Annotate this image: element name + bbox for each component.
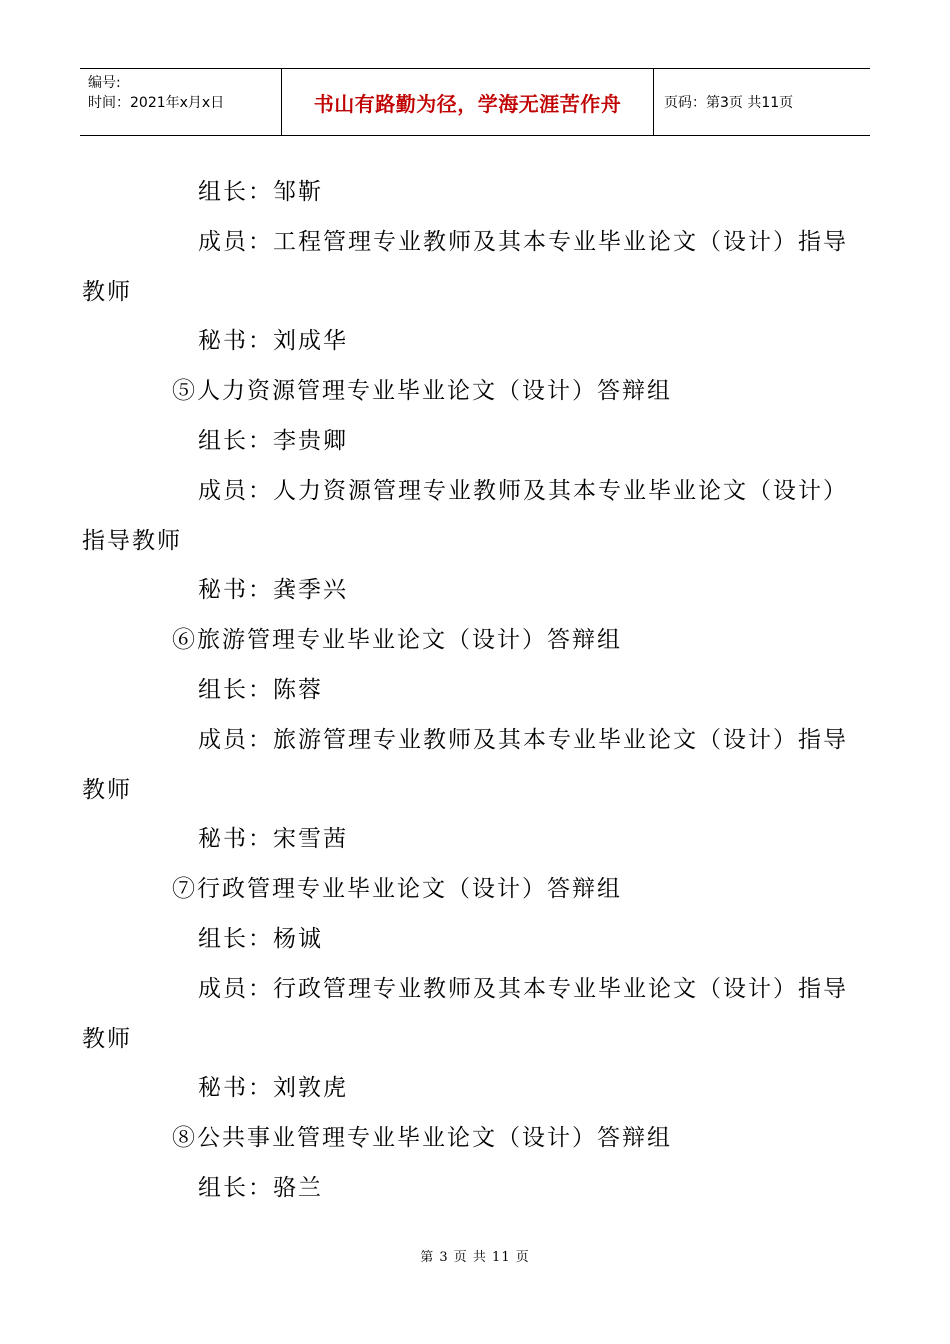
document-number-label: 编号: [88, 75, 121, 91]
text-line: 秘书：刘成华 [198, 328, 348, 355]
text-line: 成员：人力资源管理专业教师及其本专业毕业论文（设计） [198, 477, 848, 504]
text-line: 组长：陈蓉 [198, 676, 323, 703]
page-footer: 第 3 页 共 11 页 [420, 1250, 530, 1265]
text-line: 秘书：刘敦虎 [198, 1075, 348, 1102]
text-line: 教师 [82, 776, 132, 803]
text-line: 成员：旅游管理专业教师及其本专业毕业论文（设计）指导 [198, 726, 848, 753]
header-motto: 书山有路勤为径，学海无涯苦作舟 [282, 69, 654, 135]
text-line: 教师 [82, 278, 132, 305]
text-line: 组长：杨诚 [198, 925, 323, 952]
document-body [82, 168, 870, 1214]
text-line: 秘书：宋雪茜 [198, 826, 348, 853]
header-page-info: 页码：第3页 共11页 [664, 95, 794, 111]
document-time-label: 时间：2021年x月x日 [88, 95, 225, 111]
text-line: 组长：邹靳 [198, 179, 323, 205]
text-line: 教师 [82, 1025, 132, 1052]
section-heading: ⑦行政管理专业毕业论文（设计）答辩组 [172, 876, 622, 903]
section-heading: ⑤人力资源管理专业毕业论文（设计）答辩组 [172, 378, 672, 405]
header-meta-cell [80, 69, 282, 135]
text-line: 组长：骆兰 [198, 1174, 323, 1201]
text-line: 组长：李贵卿 [198, 427, 348, 454]
text-line: 指导教师 [82, 527, 182, 554]
section-heading: ⑥旅游管理专业毕业论文（设计）答辩组 [172, 627, 622, 654]
text-line: 成员：行政管理专业教师及其本专业毕业论文（设计）指导 [198, 975, 848, 1002]
page-header [80, 68, 870, 136]
text-line: 成员：工程管理专业教师及其本专业毕业论文（设计）指导 [198, 228, 848, 255]
section-heading: ⑧公共事业管理专业毕业论文（设计）答辩组 [172, 1125, 672, 1152]
text-line: 秘书：龚季兴 [198, 577, 348, 604]
